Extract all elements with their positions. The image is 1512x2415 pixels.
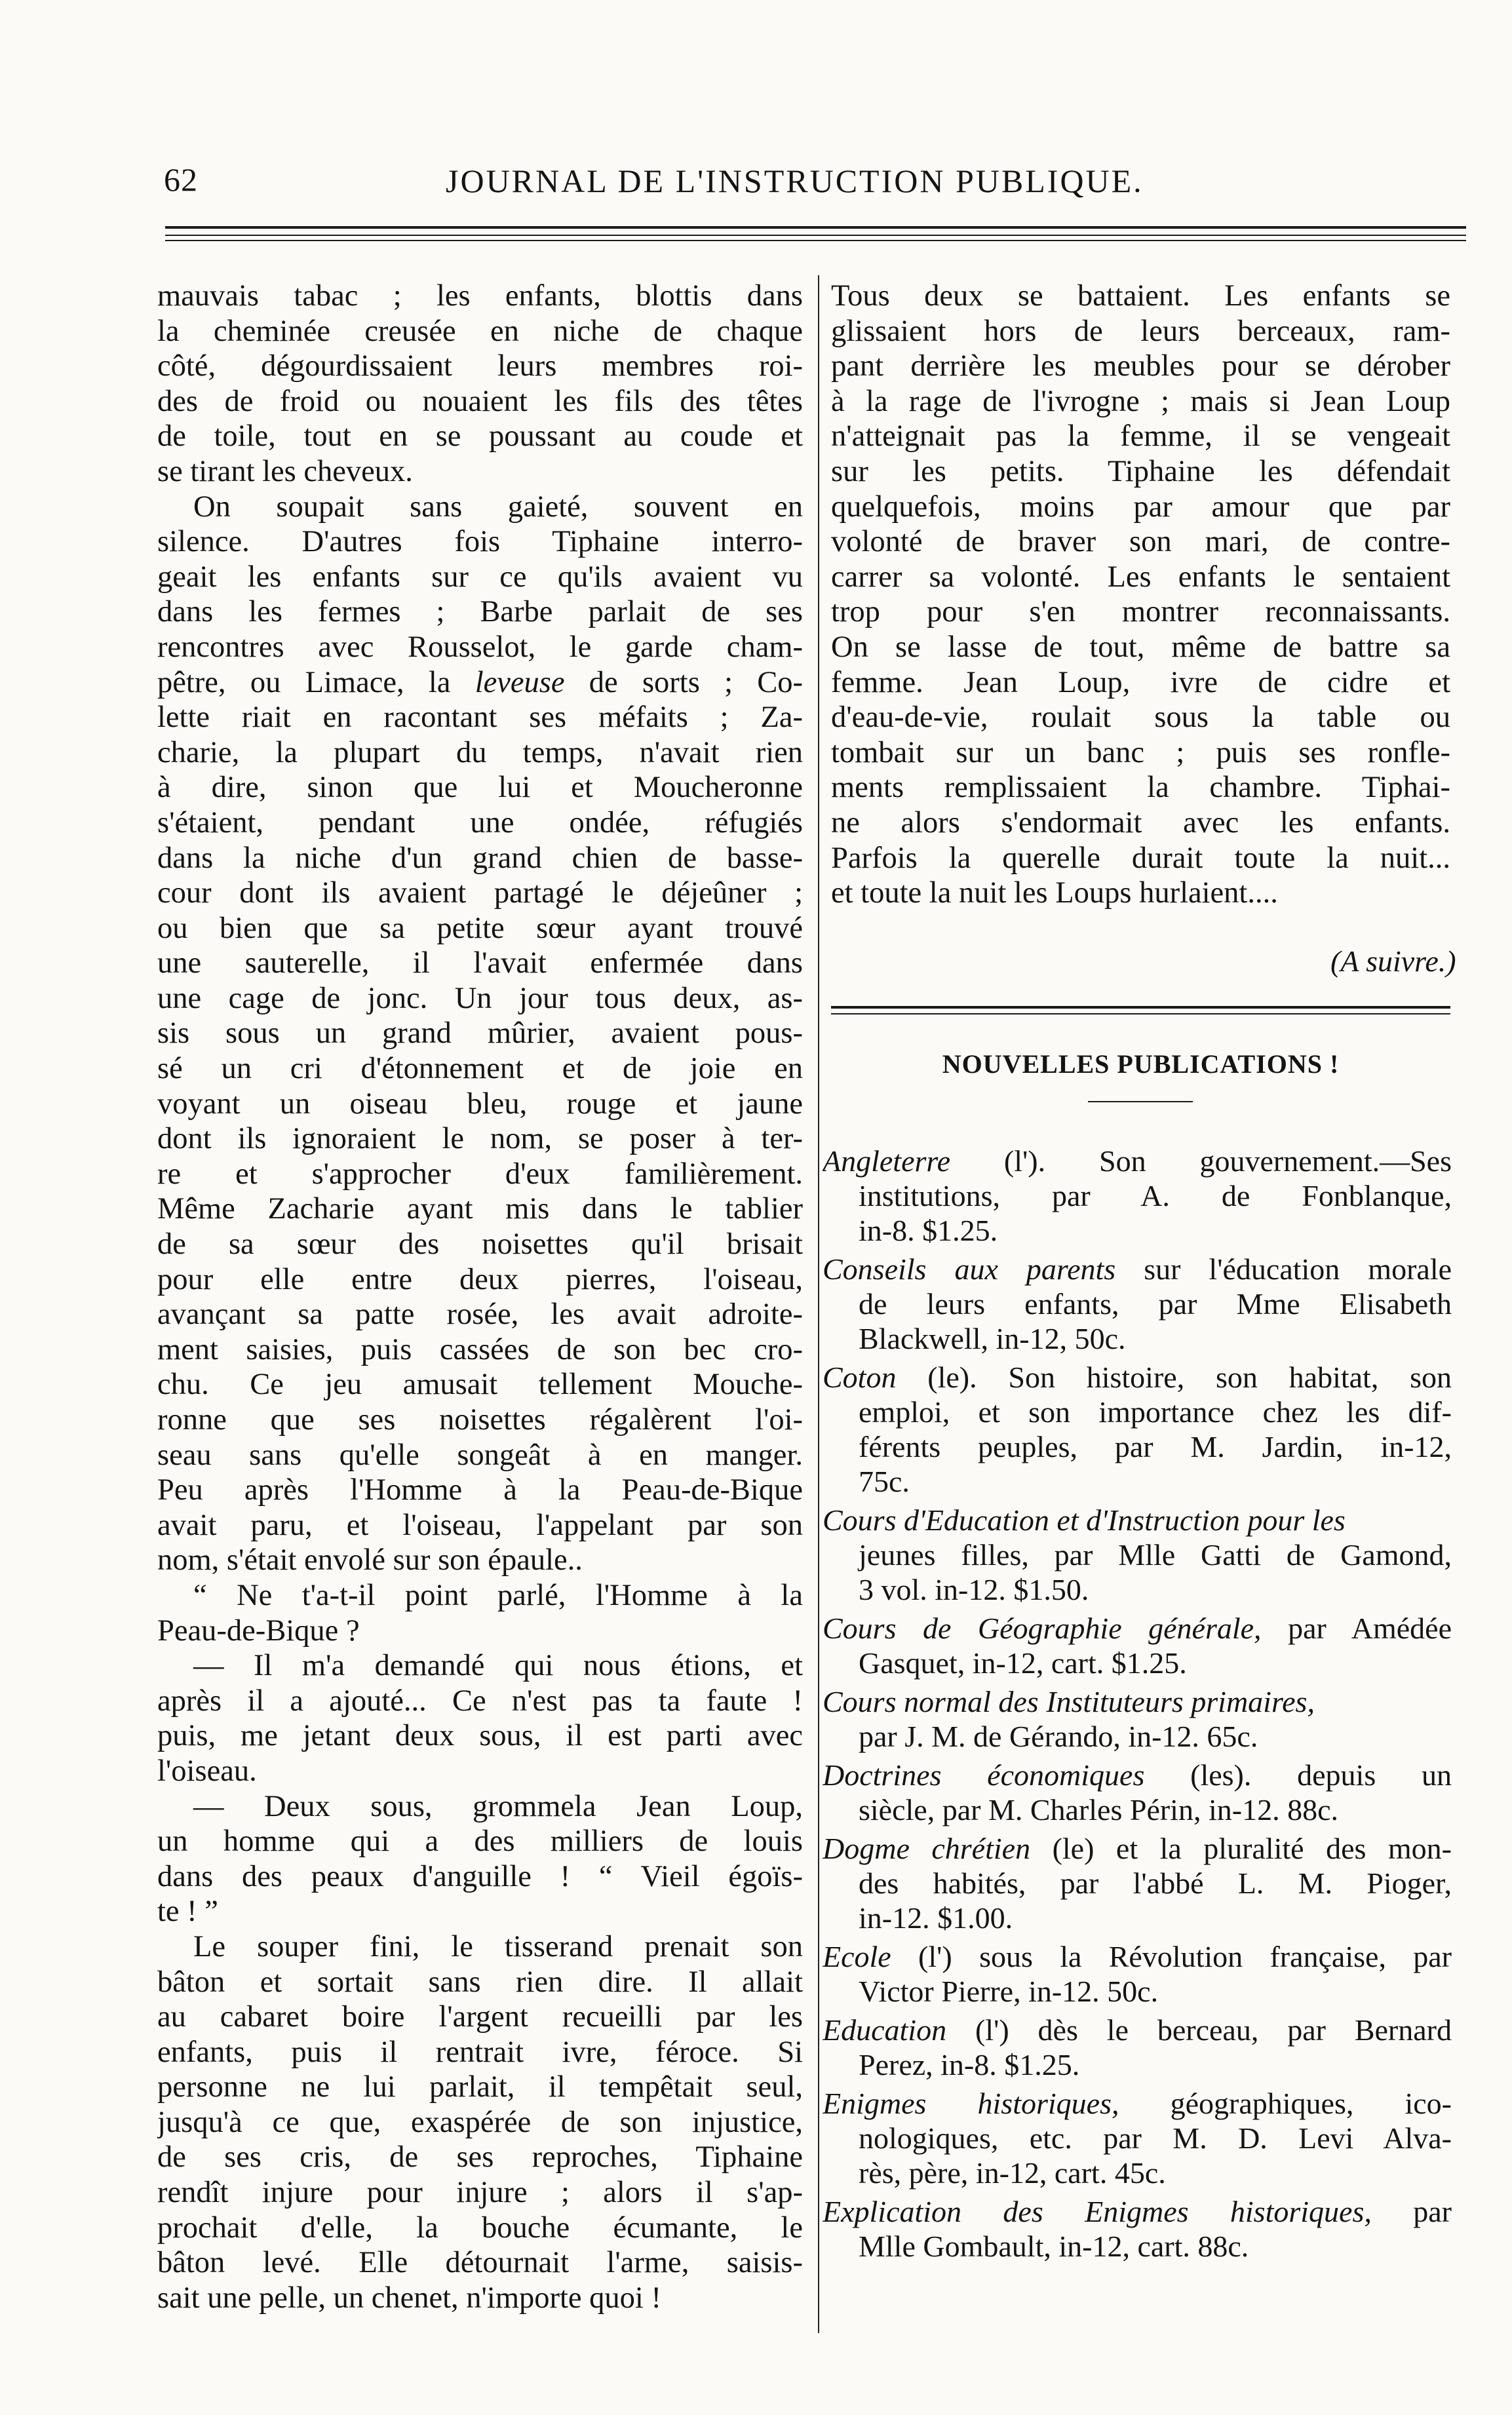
text-line: jusqu'à ce que, exaspérée de son injustice, <box>157 2105 803 2139</box>
publication-title: Cours normal des Instituteurs primaires, <box>823 1685 1315 1718</box>
publication-first-line <box>823 1831 1452 1866</box>
publication-entry <box>823 1684 1452 1754</box>
text-line: dont ils ignoraient le nom, se poser à ter- <box>157 1122 803 1156</box>
text-line: tombait sur un banc ; puis ses ronfle- <box>831 735 1450 769</box>
section-rule-thick <box>831 1006 1450 1009</box>
text-line: charie, la plupart du temps, n'avait rien <box>157 735 803 769</box>
publication-title: Angleterre <box>823 1144 951 1178</box>
text-line: pour elle entre deux pierres, l'oiseau, <box>157 1262 803 1296</box>
text-line: à la rage de l'ivrogne ; mais si Jean Loup <box>831 384 1450 418</box>
publication-text: par J. M. de Gérando, in-12. 65c. <box>859 1720 1258 1753</box>
publication-entry <box>823 2194 1452 2264</box>
publication-first-line <box>823 1684 1452 1719</box>
text-line: glissaient hors de leurs berceaux, ram- <box>831 314 1450 348</box>
text-line: une sauterelle, il l'avait enfermée dans <box>157 946 803 980</box>
publication-entry <box>823 1611 1452 1680</box>
publication-title: Enigmes historiques, <box>823 2087 1119 2120</box>
publication-text: des habités, par l'abbé L. M. Pioger, <box>859 1866 1452 1900</box>
text-line: mauvais tabac ; les enfants, blottis dans <box>157 279 803 313</box>
text-line: rencontres avec Rousselot, le garde cham- <box>157 630 803 664</box>
publication-first-line <box>823 1360 1452 1395</box>
publication-text: Blackwell, in-12, 50c. <box>859 1322 1126 1355</box>
text-line: au cabaret boire l'argent recueilli par les <box>157 2000 803 2034</box>
text-line: seau sans qu'elle songeât à en manger. <box>157 1438 803 1472</box>
publications-list <box>823 1144 1452 2268</box>
publication-text: (le). Son histoire, son habitat, son <box>927 1361 1452 1394</box>
publication-text: (les). depuis un <box>1190 1758 1452 1792</box>
text-line: Peu après l'Homme à la Peau-de-Bique <box>157 1473 803 1507</box>
journal-title: JOURNAL DE L'INSTRUCTION PUBLIQUE. <box>446 163 1144 199</box>
publication-entry <box>823 1360 1452 1499</box>
publication-text: par Amédée <box>1288 1612 1452 1645</box>
publication-title: Explication des Enigmes historiques, <box>823 2195 1372 2228</box>
text-line: ment saisies, puis cassées de son bec cro- <box>157 1332 803 1366</box>
text-line: la cheminée creusée en niche de chaque <box>157 314 803 348</box>
text-line: dans des peaux d'anguille ! “ Vieil égoïs- <box>157 1859 803 1893</box>
text-line: côté, dégourdissaient leurs membres roi- <box>157 349 803 383</box>
text-line: pêtre, ou Limace, la leveuse de sorts ; Co- <box>157 665 803 699</box>
publication-text: (le) et la pluralité des mon- <box>1052 1832 1452 1865</box>
text-line: des de froid ou nouaient les fils des têtes <box>157 384 803 418</box>
publication-first-line <box>823 1758 1452 1792</box>
publication-text: (l') sous la Révolution française, par <box>918 1940 1452 1973</box>
text-line: ronne que ses noisettes régalèrent l'oi- <box>157 1403 803 1437</box>
publication-text: Perez, in-8. $1.25. <box>859 2048 1080 2081</box>
text-line: femme. Jean Loup, ivre de cidre et <box>831 665 1450 699</box>
publication-title: Doctrines économiques <box>823 1758 1145 1792</box>
text-line: “ Ne t'a-t-il point parlé, l'Homme à la <box>193 1578 803 1612</box>
text-line: dans les fermes ; Barbe parlait de ses <box>157 595 803 629</box>
publication-text: Victor Pierre, in-12. 50c. <box>859 1975 1159 2008</box>
publication-text: institutions, par A. de Fonblanque, <box>859 1179 1452 1212</box>
text-line: enfants, puis il rentrait ivre, féroce. Si <box>157 2035 803 2069</box>
publication-first-line <box>823 1144 1452 1178</box>
text-line: volonté de braver son mari, de contre- <box>831 525 1450 559</box>
publication-text: (l') dès le berceau, par Bernard <box>975 2013 1452 2047</box>
text-line: Même Zacharie ayant mis dans le tablier <box>157 1192 803 1226</box>
text-line: de ses cris, de ses reproches, Tiphaine <box>157 2140 803 2174</box>
text-line: trop pour s'en montrer reconnaissants. <box>831 595 1450 629</box>
publication-first-line <box>823 2086 1452 2121</box>
text-line: On soupait sans gaieté, souvent en <box>193 490 803 524</box>
text-line: puis, me jetant deux sous, il est parti avec <box>157 1719 803 1753</box>
publication-text: par <box>1413 2195 1452 2228</box>
publications-title-underline <box>1088 1101 1193 1102</box>
publication-text: in-8. $1.25. <box>859 1214 998 1247</box>
publication-text: férents peuples, par M. Jardin, in-12, <box>859 1430 1452 1463</box>
text-line: de toile, tout en se poussant au coude et <box>157 419 803 454</box>
publication-text: Mlle Gombault, in-12, cart. 88c. <box>859 2230 1249 2263</box>
publication-title: Coton <box>823 1361 897 1394</box>
text-line: Peau-de-Bique ? <box>157 1613 360 1648</box>
text-line: dans la niche d'un grand chien de basse- <box>157 841 803 875</box>
text-line: personne ne lui parlait, il tempêtait seul, <box>157 2070 803 2104</box>
publication-text: Gasquet, in-12, cart. $1.25. <box>859 1646 1187 1680</box>
text-line: bâton et sortait sans rien dire. Il allait <box>157 1965 803 1999</box>
publication-entry <box>823 2086 1452 2190</box>
text-line: — Deux sous, grommela Jean Loup, <box>193 1789 803 1823</box>
page-number: 62 <box>164 161 198 198</box>
publication-entry <box>823 1831 1452 1935</box>
text-line: prochait d'elle, la bouche écumante, le <box>157 2211 803 2245</box>
publication-text: géographiques, ico- <box>1170 2087 1452 2120</box>
text-line: ou bien que sa petite sœur ayant trouvé <box>157 911 803 945</box>
publication-title: Cours de Géographie générale, <box>823 1612 1262 1645</box>
text-line: voyant un oiseau bleu, rouge et jaune <box>157 1087 803 1121</box>
header-rule-thick <box>165 226 1466 229</box>
publication-text: nologiques, etc. par M. D. Levi Alva- <box>859 2121 1452 2155</box>
a-suivre-note: (A suivre.) <box>1330 944 1456 978</box>
text-line: avançant sa patte rosée, les avait adroite- <box>157 1298 803 1332</box>
publication-entry <box>823 1252 1452 1356</box>
text-line: cour dont ils avaient partagé le déjeûner ; <box>157 876 803 910</box>
publication-entry <box>823 1758 1452 1827</box>
publication-text: de leurs enfants, par Mme Elisabeth <box>859 1287 1452 1321</box>
publication-first-line <box>823 2194 1452 2229</box>
section-rule-thin <box>831 1013 1450 1014</box>
publication-text: 3 vol. in-12. $1.50. <box>859 1573 1089 1606</box>
text-line: On se lasse de tout, même de battre sa <box>831 630 1450 664</box>
text-line: chu. Ce jeu amusait tellement Mouche- <box>157 1368 803 1402</box>
text-line: bâton levé. Elle détournait l'arme, saisis- <box>157 2246 803 2280</box>
text-line: d'eau-de-vie, roulait sous la table ou <box>831 701 1450 735</box>
text-line: avait paru, et l'oiseau, l'appelant par son <box>157 1508 803 1542</box>
publication-first-line <box>823 1503 1452 1537</box>
text-line: ne alors s'endormait avec les enfants. <box>831 805 1450 840</box>
text-line: — Il m'a demandé qui nous étions, et <box>193 1649 803 1683</box>
column-separator <box>818 275 819 2333</box>
right-column-text <box>831 279 1450 911</box>
text-line: rendît injure pour injure ; alors il s'ap- <box>157 2176 803 2210</box>
text-line: et toute la nuit les Loups hurlaient.... <box>831 876 1278 910</box>
publication-text: jeunes filles, par Mlle Gatti de Gamond, <box>859 1538 1452 1572</box>
text-line: de sa sœur des noisettes qu'il brisait <box>157 1227 803 1262</box>
text-line: à dire, sinon que lui et Moucheronne <box>157 771 803 805</box>
publication-entry <box>823 1939 1452 2009</box>
publication-title: Dogme chrétien <box>823 1832 1031 1865</box>
publication-entry <box>823 2013 1452 2082</box>
text-line: quelquefois, moins par amour que par <box>831 490 1450 524</box>
left-column-text <box>157 279 803 2315</box>
text-line: après il a ajouté... Ce n'est pas ta faute ! <box>157 1684 803 1718</box>
text-line: se tirant les cheveux. <box>157 454 413 488</box>
text-line: lette riait en racontant ses méfaits ; Za- <box>157 701 803 735</box>
text-line: sur les petits. Tiphaine les défendait <box>831 454 1450 488</box>
text-line: sis sous un grand mûrier, avaient pous- <box>157 1016 803 1051</box>
text-line: silence. D'autres fois Tiphaine interro- <box>157 525 803 559</box>
page-header <box>157 161 1462 213</box>
publication-title: Education <box>823 2013 947 2047</box>
publication-title: Cours d'Education et d'Instruction pour les <box>823 1503 1346 1537</box>
text-line: Le souper fini, le tisserand prenait son <box>193 1929 803 1963</box>
publication-text: sur l'éducation morale <box>1144 1252 1452 1286</box>
text-line: te ! ” <box>157 1895 218 1929</box>
text-line: Tous deux se battaient. Les enfants se <box>831 279 1450 313</box>
publications-title: NOUVELLES PUBLICATIONS ! <box>942 1049 1340 1079</box>
publication-first-line <box>823 1252 1452 1286</box>
publication-first-line <box>823 2013 1452 2047</box>
publication-text: rès, père, in-12, cart. 45c. <box>859 2156 1166 2190</box>
text-line: geait les enfants sur ce qu'ils avaient vu <box>157 560 803 594</box>
text-line: pant derrière les meubles pour se dérober <box>831 349 1450 383</box>
publication-title: Ecole <box>823 1940 891 1973</box>
publication-entry <box>823 1503 1452 1607</box>
text-line: sé un cri d'étonnement et de joie en <box>157 1052 803 1086</box>
publication-entry <box>823 1144 1452 1248</box>
header-rule-thin-2 <box>165 240 1466 241</box>
publication-text: emploi, et son importance chez les dif- <box>859 1395 1452 1429</box>
publication-first-line <box>823 1939 1452 1974</box>
text-line: ments remplissaient la chambre. Tiphai- <box>831 771 1450 805</box>
publication-text: 75c. <box>859 1465 910 1498</box>
publication-text: siècle, par M. Charles Périn, in-12. 88c. <box>859 1793 1338 1826</box>
text-line: n'atteignait pas la femme, il se vengeait <box>831 419 1450 454</box>
text-line: nom, s'était envolé sur son épaule.. <box>157 1543 583 1577</box>
publication-text: (l'). Son gouvernement.—Ses <box>1003 1144 1452 1178</box>
text-line: sait une pelle, un chenet, n'importe quoi ! <box>157 2281 661 2315</box>
publication-text: in-12. $1.00. <box>859 1901 1013 1935</box>
text-line: Parfois la querelle durait toute la nuit... <box>831 841 1450 875</box>
text-line: une cage de jonc. Un jour tous deux, as- <box>157 981 803 1015</box>
text-line: s'étaient, pendant une ondée, réfugiés <box>157 805 803 840</box>
publication-first-line <box>823 1611 1452 1646</box>
header-rule-thin <box>165 235 1466 236</box>
publication-title: Conseils aux parents <box>823 1252 1116 1286</box>
text-line: un homme qui a des milliers de louis <box>157 1825 803 1859</box>
text-line: carrer sa volonté. Les enfants le sentaient <box>831 560 1450 594</box>
text-line: re et s'approcher d'eux familièrement. <box>157 1157 803 1191</box>
text-line: l'oiseau. <box>157 1754 257 1788</box>
